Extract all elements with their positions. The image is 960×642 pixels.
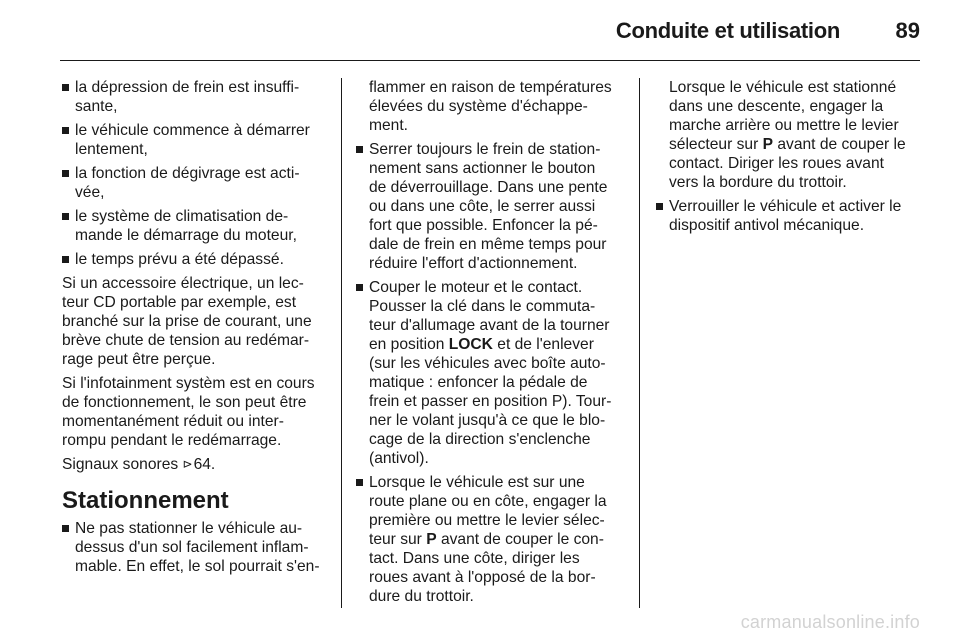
text-line: rage peut être perçue. xyxy=(62,351,216,368)
text-line: le système de climatisation de- xyxy=(75,208,289,225)
bullet-continuation xyxy=(656,78,920,192)
bullet-continuation xyxy=(356,78,628,135)
text-line: marche arrière ou mettre le levier xyxy=(669,117,899,134)
bullet-item xyxy=(62,164,334,202)
text-fragment: sélecteur sur xyxy=(669,136,763,153)
text-line: rompu pendant le redémarrage. xyxy=(62,432,282,449)
text-line: dessus d'un sol facilement inflam- xyxy=(75,539,309,556)
bullet-square-icon xyxy=(62,525,69,532)
text-fragment: et de l'enlever xyxy=(492,336,594,353)
text-line: dure du trottoir. xyxy=(369,588,474,605)
bullet-square-icon xyxy=(62,256,69,263)
bullet-item xyxy=(62,207,334,245)
bullet-square-icon xyxy=(62,170,69,177)
text-line: mande le démarrage du moteur, xyxy=(75,227,297,244)
section-heading: Stationnement xyxy=(62,487,229,514)
text-line: teur d'allumage avant de la tourner xyxy=(369,317,610,334)
text-line: matique : enfoncer la pédale de xyxy=(369,374,588,391)
column-divider-1 xyxy=(341,78,342,608)
text-line: Serrer toujours le frein de station- xyxy=(369,141,601,158)
text-line: Pousser la clé dans le commuta- xyxy=(369,298,596,315)
text-line xyxy=(369,335,628,354)
text-line: le temps prévu a été dépassé. xyxy=(75,251,284,268)
text-line: sante, xyxy=(75,98,118,115)
text-line: nement sans actionner le bouton xyxy=(369,160,596,177)
column-3 xyxy=(656,78,920,240)
text-fragment: avant de couper le con- xyxy=(436,531,604,548)
text-line: dale de frein en même temps pour xyxy=(369,236,607,253)
text-line: la fonction de dégivrage est acti- xyxy=(75,165,300,182)
text-line: Verrouiller le véhicule et activer le xyxy=(669,198,902,215)
text-line: (sur les véhicules avec boîte auto- xyxy=(369,355,606,372)
text-line: Lorsque le véhicule est stationné xyxy=(669,79,897,96)
text-line: route plane ou en côte, engager la xyxy=(369,493,607,510)
park-position-label: P xyxy=(426,531,437,548)
text-line: Couper le moteur et le contact. xyxy=(369,279,583,296)
text-line: Si un accessoire électrique, un lec- xyxy=(62,275,304,292)
arrow-reference-icon: ⊳ xyxy=(182,457,193,471)
bullet-item xyxy=(356,278,628,468)
text-line: contact. Diriger les roues avant xyxy=(669,155,884,172)
bullet-square-icon xyxy=(656,203,663,210)
paragraph-infotainment xyxy=(62,374,334,450)
text-fragment: teur sur xyxy=(369,531,427,548)
bullet-square-icon xyxy=(62,213,69,220)
header-divider xyxy=(60,60,920,61)
text-line: la dépression de frein est insuffi- xyxy=(75,79,300,96)
text-line: tact. Dans une côte, diriger les xyxy=(369,550,580,567)
text-line: momentanément réduit ou inter- xyxy=(62,413,284,430)
text-line: branché sur la prise de courant, une xyxy=(62,313,312,330)
lock-position-label: LOCK xyxy=(448,336,493,353)
text-line: ment. xyxy=(369,117,408,134)
text-fragment: avant de couper le xyxy=(773,136,906,153)
text-line: brève chute de tension au redémar- xyxy=(62,332,310,349)
signaux-reference xyxy=(62,455,334,474)
text-line: Si l'infotainment systèm est en cours xyxy=(62,375,315,392)
bullet-square-icon xyxy=(62,127,69,134)
text-line: cage de la direction s'enclenche xyxy=(369,431,591,448)
text-line xyxy=(669,135,920,154)
text-fragment: en position xyxy=(369,336,449,353)
bullet-square-icon xyxy=(356,479,363,486)
column-1 xyxy=(62,78,334,581)
watermark: carmanualsonline.info xyxy=(740,612,920,632)
bullet-item xyxy=(62,250,334,269)
text-line: le véhicule commence à démarrer xyxy=(75,122,310,139)
column-divider-2 xyxy=(639,78,640,608)
paragraph-accessoire xyxy=(62,274,334,369)
text-line: fort que possible. Enfoncer la pé- xyxy=(369,217,598,234)
page-number: 89 xyxy=(895,18,920,43)
text-line: ou dans une côte, le serrer aussi xyxy=(369,198,596,215)
text-line: dans une descente, engager la xyxy=(669,98,884,115)
text-line: frein et passer en position P). Tour- xyxy=(369,393,612,410)
text-line: de déverrouillage. Dans une pente xyxy=(369,179,608,196)
reference-label: Signaux sonores xyxy=(62,456,179,473)
text-line: réduire l'effort d'actionnement. xyxy=(369,255,578,272)
park-position-label: P xyxy=(762,136,774,153)
text-line: roues avant à l'opposé de la bor- xyxy=(369,569,596,586)
reference-link[interactable]: 64. xyxy=(193,456,216,473)
bullet-square-icon xyxy=(356,146,363,153)
bullet-item xyxy=(62,519,334,576)
bullet-square-icon xyxy=(62,84,69,91)
bullet-item xyxy=(356,140,628,273)
column-2 xyxy=(356,78,628,611)
text-line: vers la bordure du trottoir. xyxy=(669,174,847,191)
bullet-item xyxy=(62,121,334,159)
text-line: (antivol). xyxy=(369,450,429,467)
text-line: vée, xyxy=(75,184,105,201)
text-line: teur CD portable par exemple, est xyxy=(62,294,297,311)
text-line: Lorsque le véhicule est sur une xyxy=(369,474,585,491)
text-line: Ne pas stationner le véhicule au- xyxy=(75,520,303,537)
text-line: de fonctionnement, le son peut être xyxy=(62,394,307,411)
text-line: flammer en raison de températures xyxy=(369,79,612,96)
text-line: ner le volant jusqu'à ce que le blo- xyxy=(369,412,606,429)
bullet-square-icon xyxy=(356,284,363,291)
text-line: dispositif antivol mécanique. xyxy=(669,217,865,234)
text-line: lentement, xyxy=(75,141,148,158)
text-line: élevées du système d'échappe- xyxy=(369,98,588,115)
running-title: Conduite et utilisation xyxy=(615,18,840,43)
bullet-item xyxy=(656,197,920,235)
text-line: première ou mettre le levier sélec- xyxy=(369,512,605,529)
text-line xyxy=(369,530,628,549)
bullet-item xyxy=(62,78,334,116)
text-line: mable. En effet, le sol pourrait s'en- xyxy=(75,558,320,575)
bullet-item xyxy=(356,473,628,606)
